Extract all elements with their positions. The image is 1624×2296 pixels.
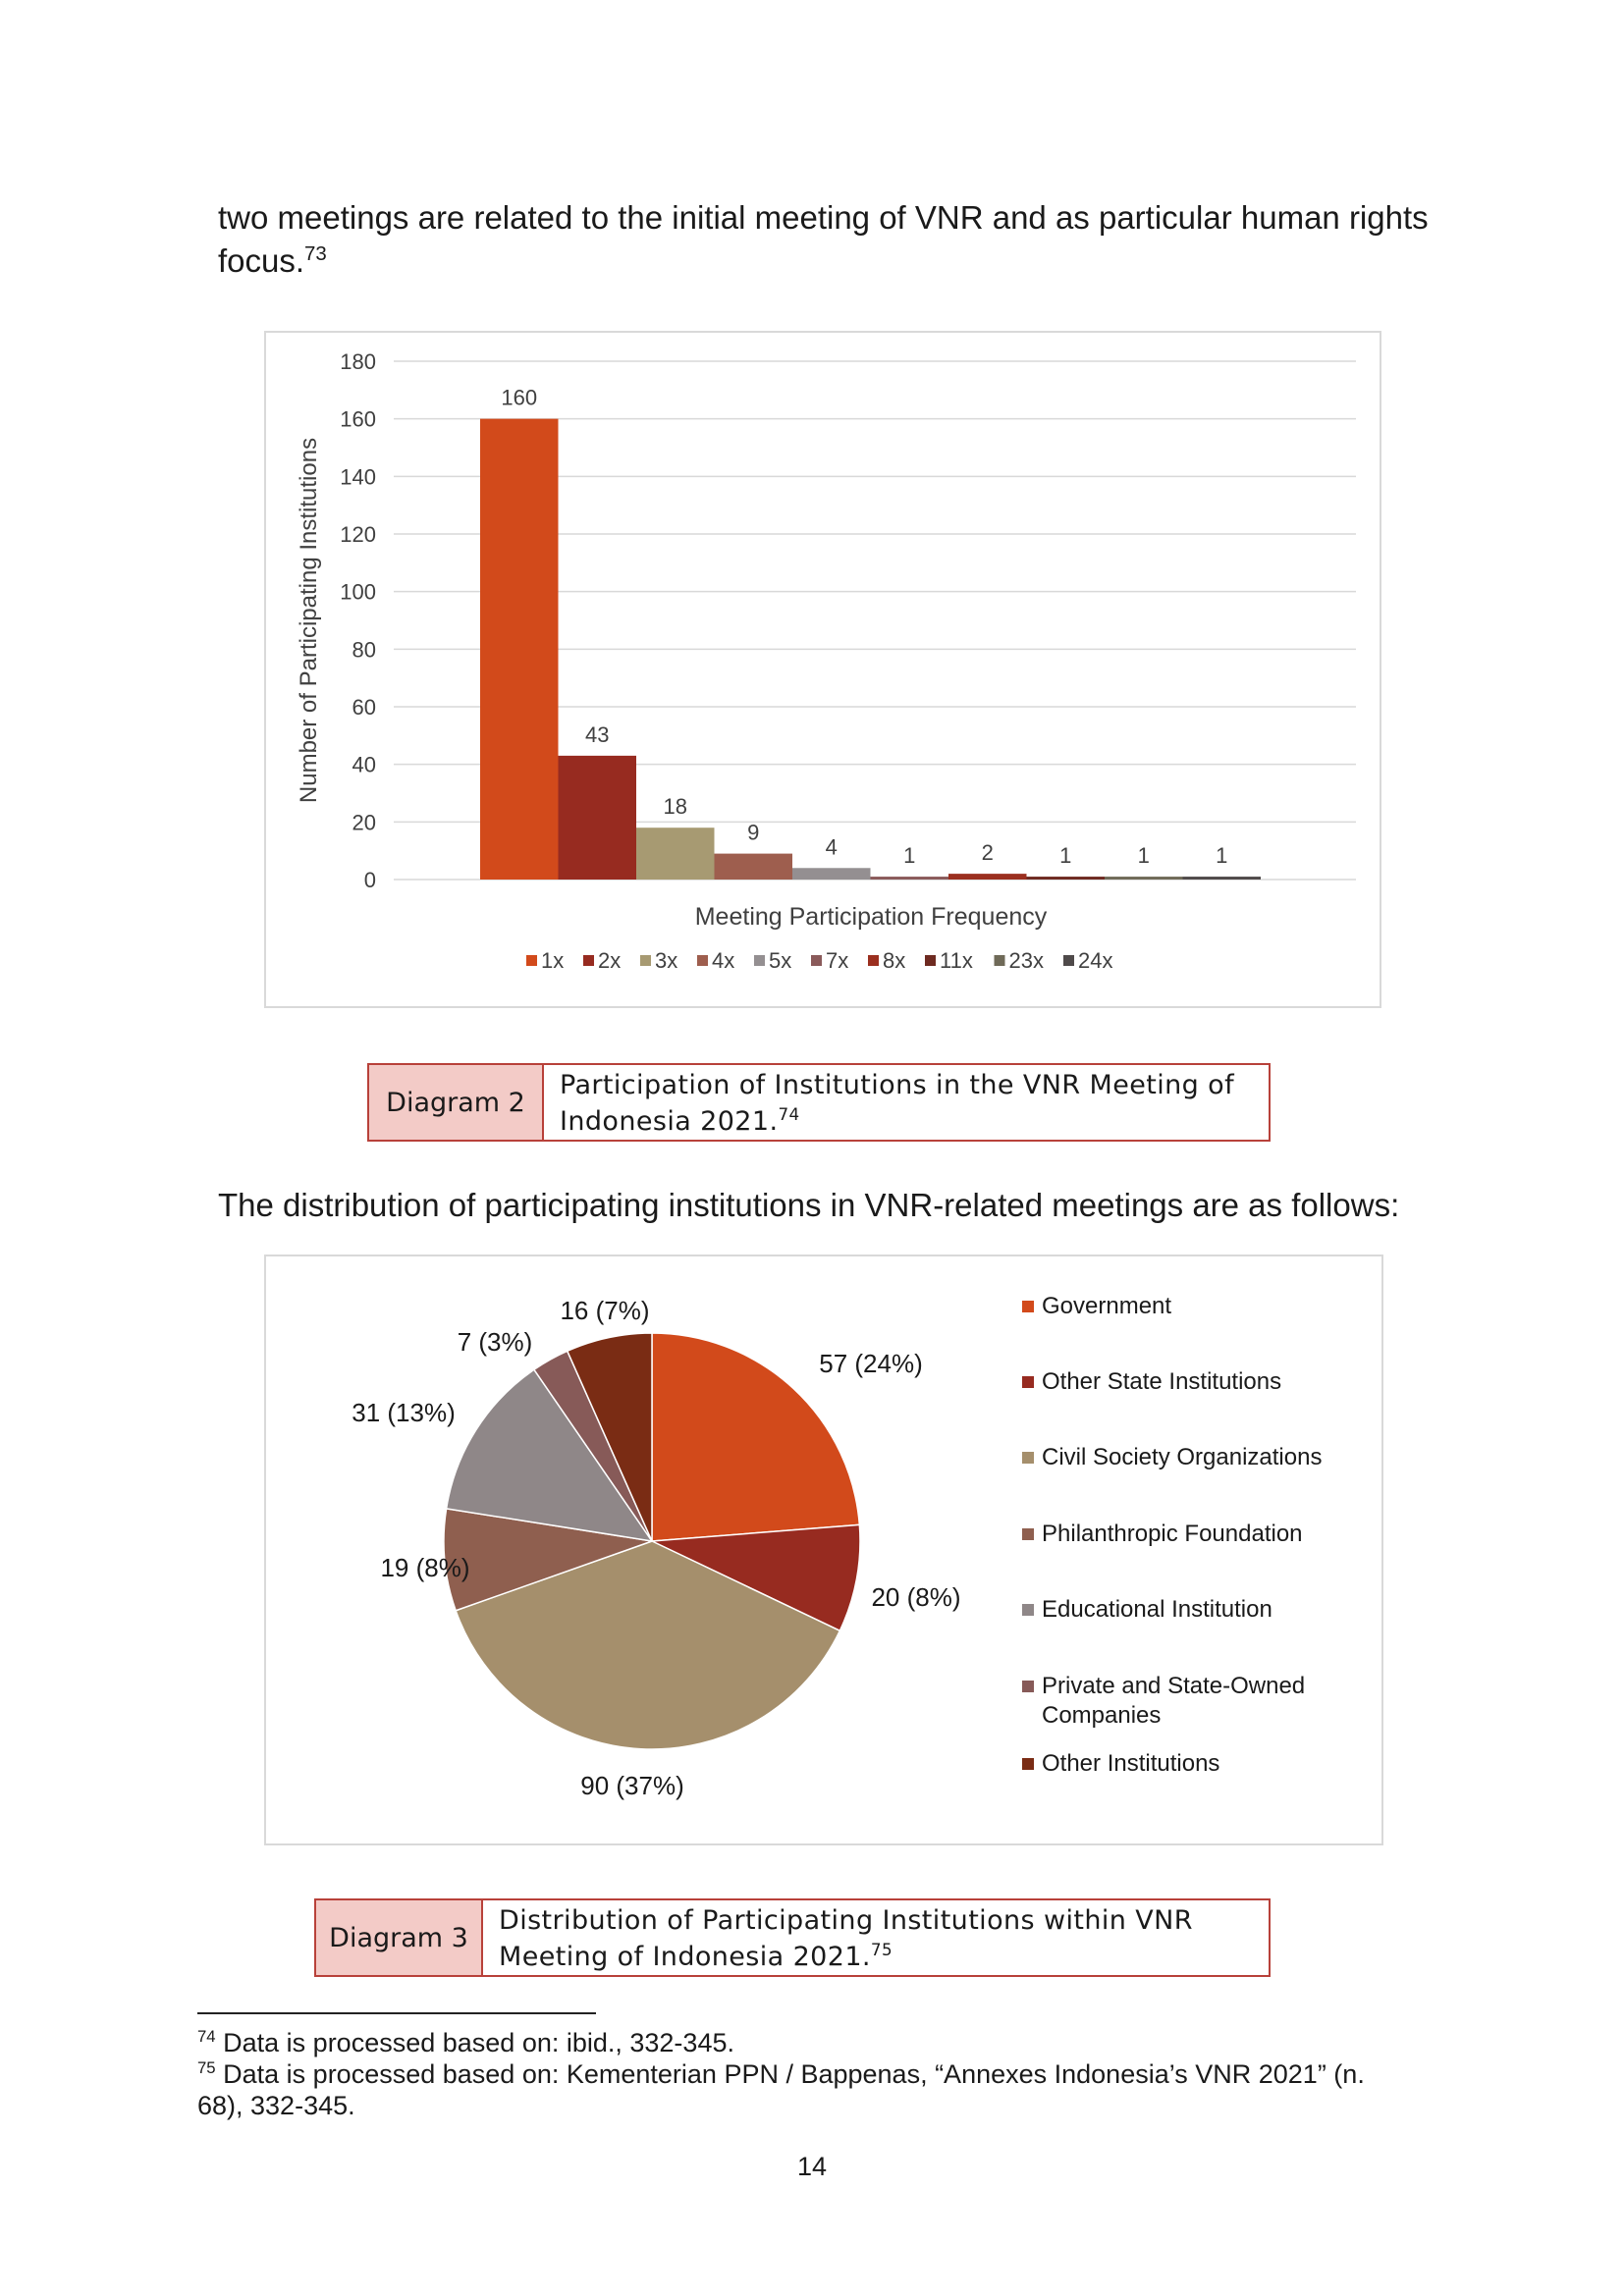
bar-legend-swatch-7x (811, 955, 822, 966)
diagram-2-title (544, 1065, 1250, 1140)
footnote-separator (197, 2012, 596, 2014)
pie-legend-swatch (1022, 1301, 1034, 1312)
bar-data-label-1x: 160 (501, 385, 538, 410)
pie-data-label-educational-institution: 31 (13%) (352, 1398, 456, 1427)
pie-data-label-government: 57 (24%) (819, 1349, 923, 1378)
pie-legend-swatch (1022, 1681, 1034, 1692)
diagram-3-title (483, 1900, 1209, 1975)
bar-5x (792, 868, 871, 880)
intro-paragraph (218, 196, 1494, 283)
bar-y-tick-label: 20 (352, 810, 376, 835)
pie-legend-swatch (1022, 1604, 1034, 1616)
pie-legend-swatch (1022, 1758, 1034, 1770)
bar-chart-x-axis-label: Meeting Participation Frequency (694, 903, 1048, 931)
pie-legend-label: Civil Society Organizations (1042, 1444, 1323, 1470)
bar-data-label-23x: 1 (1137, 843, 1150, 869)
footnotes (197, 2027, 1464, 2121)
footnote-75 (197, 2058, 1464, 2090)
bar-y-tick-label: 100 (340, 579, 376, 605)
bar-legend-label-8x: 8x (883, 948, 906, 973)
bar-8x (948, 874, 1027, 880)
pie-legend-label: Private and State-Owned Companies (1042, 1673, 1306, 1729)
footnote-75-line-2: 68), 332-345. (197, 2091, 355, 2120)
pie-chart-frame (264, 1255, 1383, 1845)
pie-data-label-private-and-state-owned-companies: 7 (3%) (457, 1327, 533, 1357)
pie-legend-item-educational-institution (1022, 1595, 1272, 1625)
bar-y-tick-label: 60 (352, 695, 376, 720)
diagram-3-title-line-1: Distribution of Participating Institutions within VNR (499, 1905, 1193, 1936)
bar-legend-swatch-4x (697, 955, 708, 966)
pie-legend-swatch (1022, 1528, 1034, 1540)
bar-chart-frame (264, 331, 1381, 1008)
bar-data-label-24x: 1 (1216, 843, 1228, 869)
pie-legend-label: Educational Institution (1042, 1596, 1272, 1623)
bar-data-label-11x: 1 (1059, 843, 1072, 869)
bar-legend-label-3x: 3x (655, 948, 678, 973)
bar-legend-swatch-2x (583, 955, 594, 966)
bar-legend-label-23x: 23x (1008, 948, 1044, 973)
intro-line-2: focus.$^{73}$ (218, 242, 327, 279)
bar-3x (636, 828, 715, 880)
bar-7x (871, 877, 949, 880)
footnote-74 (197, 2027, 1464, 2058)
bar-chart (266, 333, 1380, 1006)
pie-legend-item-other-institutions (1022, 1749, 1219, 1779)
bar-y-tick-label: 0 (363, 868, 376, 892)
bar-chart-legend (526, 948, 1112, 973)
bar-legend-label-7x: 7x (826, 948, 849, 973)
bar-legend-swatch-24x (1063, 955, 1074, 966)
bar-y-tick-label: 80 (352, 637, 376, 663)
bar-legend-swatch-11x (925, 955, 936, 966)
diagram-2-label: Diagram 2 (369, 1065, 544, 1140)
bar-24x (1183, 877, 1262, 880)
pie-legend-label: Other Institutions (1042, 1750, 1220, 1777)
footnote-ref-73[interactable]: 73 (304, 242, 327, 265)
distribution-paragraph: The distribution of participating institutions in VNR-related meetings are as follows: (218, 1187, 1400, 1223)
bar-23x (1105, 877, 1183, 880)
bar-legend-label-24x: 24x (1078, 948, 1113, 973)
bar-chart-y-ticks (340, 349, 376, 892)
bar-legend-swatch-3x (640, 955, 651, 966)
diagram-2-title-line-2: Indonesia 2021.74 (560, 1104, 800, 1137)
pie-data-label-philanthropic-foundation: 19 (8%) (380, 1553, 470, 1582)
pie-legend-swatch (1022, 1452, 1034, 1464)
footnote-74-text: Data is processed based on: ibid., 332-345. (223, 2028, 734, 2057)
bar-legend-label-1x: 1x (541, 948, 565, 973)
diagram-2-title-line-1: Participation of Institutions in the VNR Meeting of (560, 1070, 1235, 1100)
footnote-ref-74[interactable]: 74 (778, 1104, 800, 1124)
bar-legend-swatch-8x (868, 955, 879, 966)
bar-data-label-8x: 2 (981, 840, 994, 866)
bar-2x (559, 756, 637, 880)
pie-chart-slices (444, 1333, 860, 1749)
pie-legend-item-civil-society-organizations (1022, 1443, 1322, 1472)
bar-legend-swatch-23x (995, 955, 1005, 966)
bar-y-tick-label: 140 (340, 464, 376, 490)
pie-legend-item-philanthropic-foundation (1022, 1520, 1303, 1549)
bar-y-tick-label: 40 (352, 752, 376, 777)
intro-line-1: two meetings are related to the initial meeting of VNR and as particular human rights (218, 199, 1429, 236)
pie-legend-item-other-state-institutions (1022, 1367, 1281, 1397)
footnote-75-text-line-1: Data is processed based on: Kementerian PPN / Bappenas, “Annexes Indonesia’s VNR 2021” (n. (223, 2059, 1365, 2089)
bar-y-tick-label: 160 (340, 406, 376, 432)
bar-y-tick-label: 120 (340, 522, 376, 547)
page-number: 14 (796, 2152, 828, 2181)
bar-legend-label-4x: 4x (712, 948, 735, 973)
diagram-3-title-line-2: Meeting of Indonesia 2021.75 (499, 1940, 893, 1972)
pie-data-label-other-institutions: 16 (7%) (560, 1296, 650, 1325)
bar-11x (1027, 877, 1106, 880)
pie-legend-item-government (1022, 1292, 1171, 1321)
bar-data-label-4x: 9 (747, 820, 760, 845)
pie-legend-item-private-and-state-owned-companies (1022, 1672, 1305, 1731)
pie-data-label-other-state-institutions: 20 (8%) (871, 1582, 961, 1612)
bar-y-tick-label: 180 (340, 349, 376, 374)
footnote-ref-75[interactable]: 75 (870, 1940, 893, 1959)
diagram-2-caption (367, 1063, 1271, 1142)
bar-1x (480, 419, 559, 880)
pie-legend-label: Government (1042, 1293, 1172, 1319)
footnote-74-number: 74 (197, 2027, 216, 2046)
bar-data-label-7x: 1 (903, 843, 916, 869)
pie-legend-swatch (1022, 1376, 1034, 1388)
pie-legend-label: Philanthropic Foundation (1042, 1521, 1303, 1547)
diagram-3-caption (314, 1898, 1271, 1977)
bar-legend-label-5x: 5x (769, 948, 792, 973)
bar-4x (715, 854, 793, 880)
bar-data-label-2x: 43 (585, 721, 610, 747)
bar-legend-swatch-1x (526, 955, 537, 966)
bar-chart-y-axis-label: Number of Participating Institutions (296, 437, 322, 804)
bar-data-label-5x: 4 (825, 834, 838, 860)
footnote-75-number: 75 (197, 2058, 216, 2077)
bar-legend-swatch-5x (754, 955, 765, 966)
bar-data-label-3x: 18 (663, 794, 687, 820)
bar-legend-label-11x: 11x (940, 948, 973, 973)
bar-legend-label-2x: 2x (598, 948, 622, 973)
diagram-3-label: Diagram 3 (316, 1900, 483, 1975)
pie-legend-label: Other State Institutions (1042, 1368, 1282, 1395)
pie-data-label-civil-society-organizations: 90 (37%) (580, 1771, 684, 1800)
